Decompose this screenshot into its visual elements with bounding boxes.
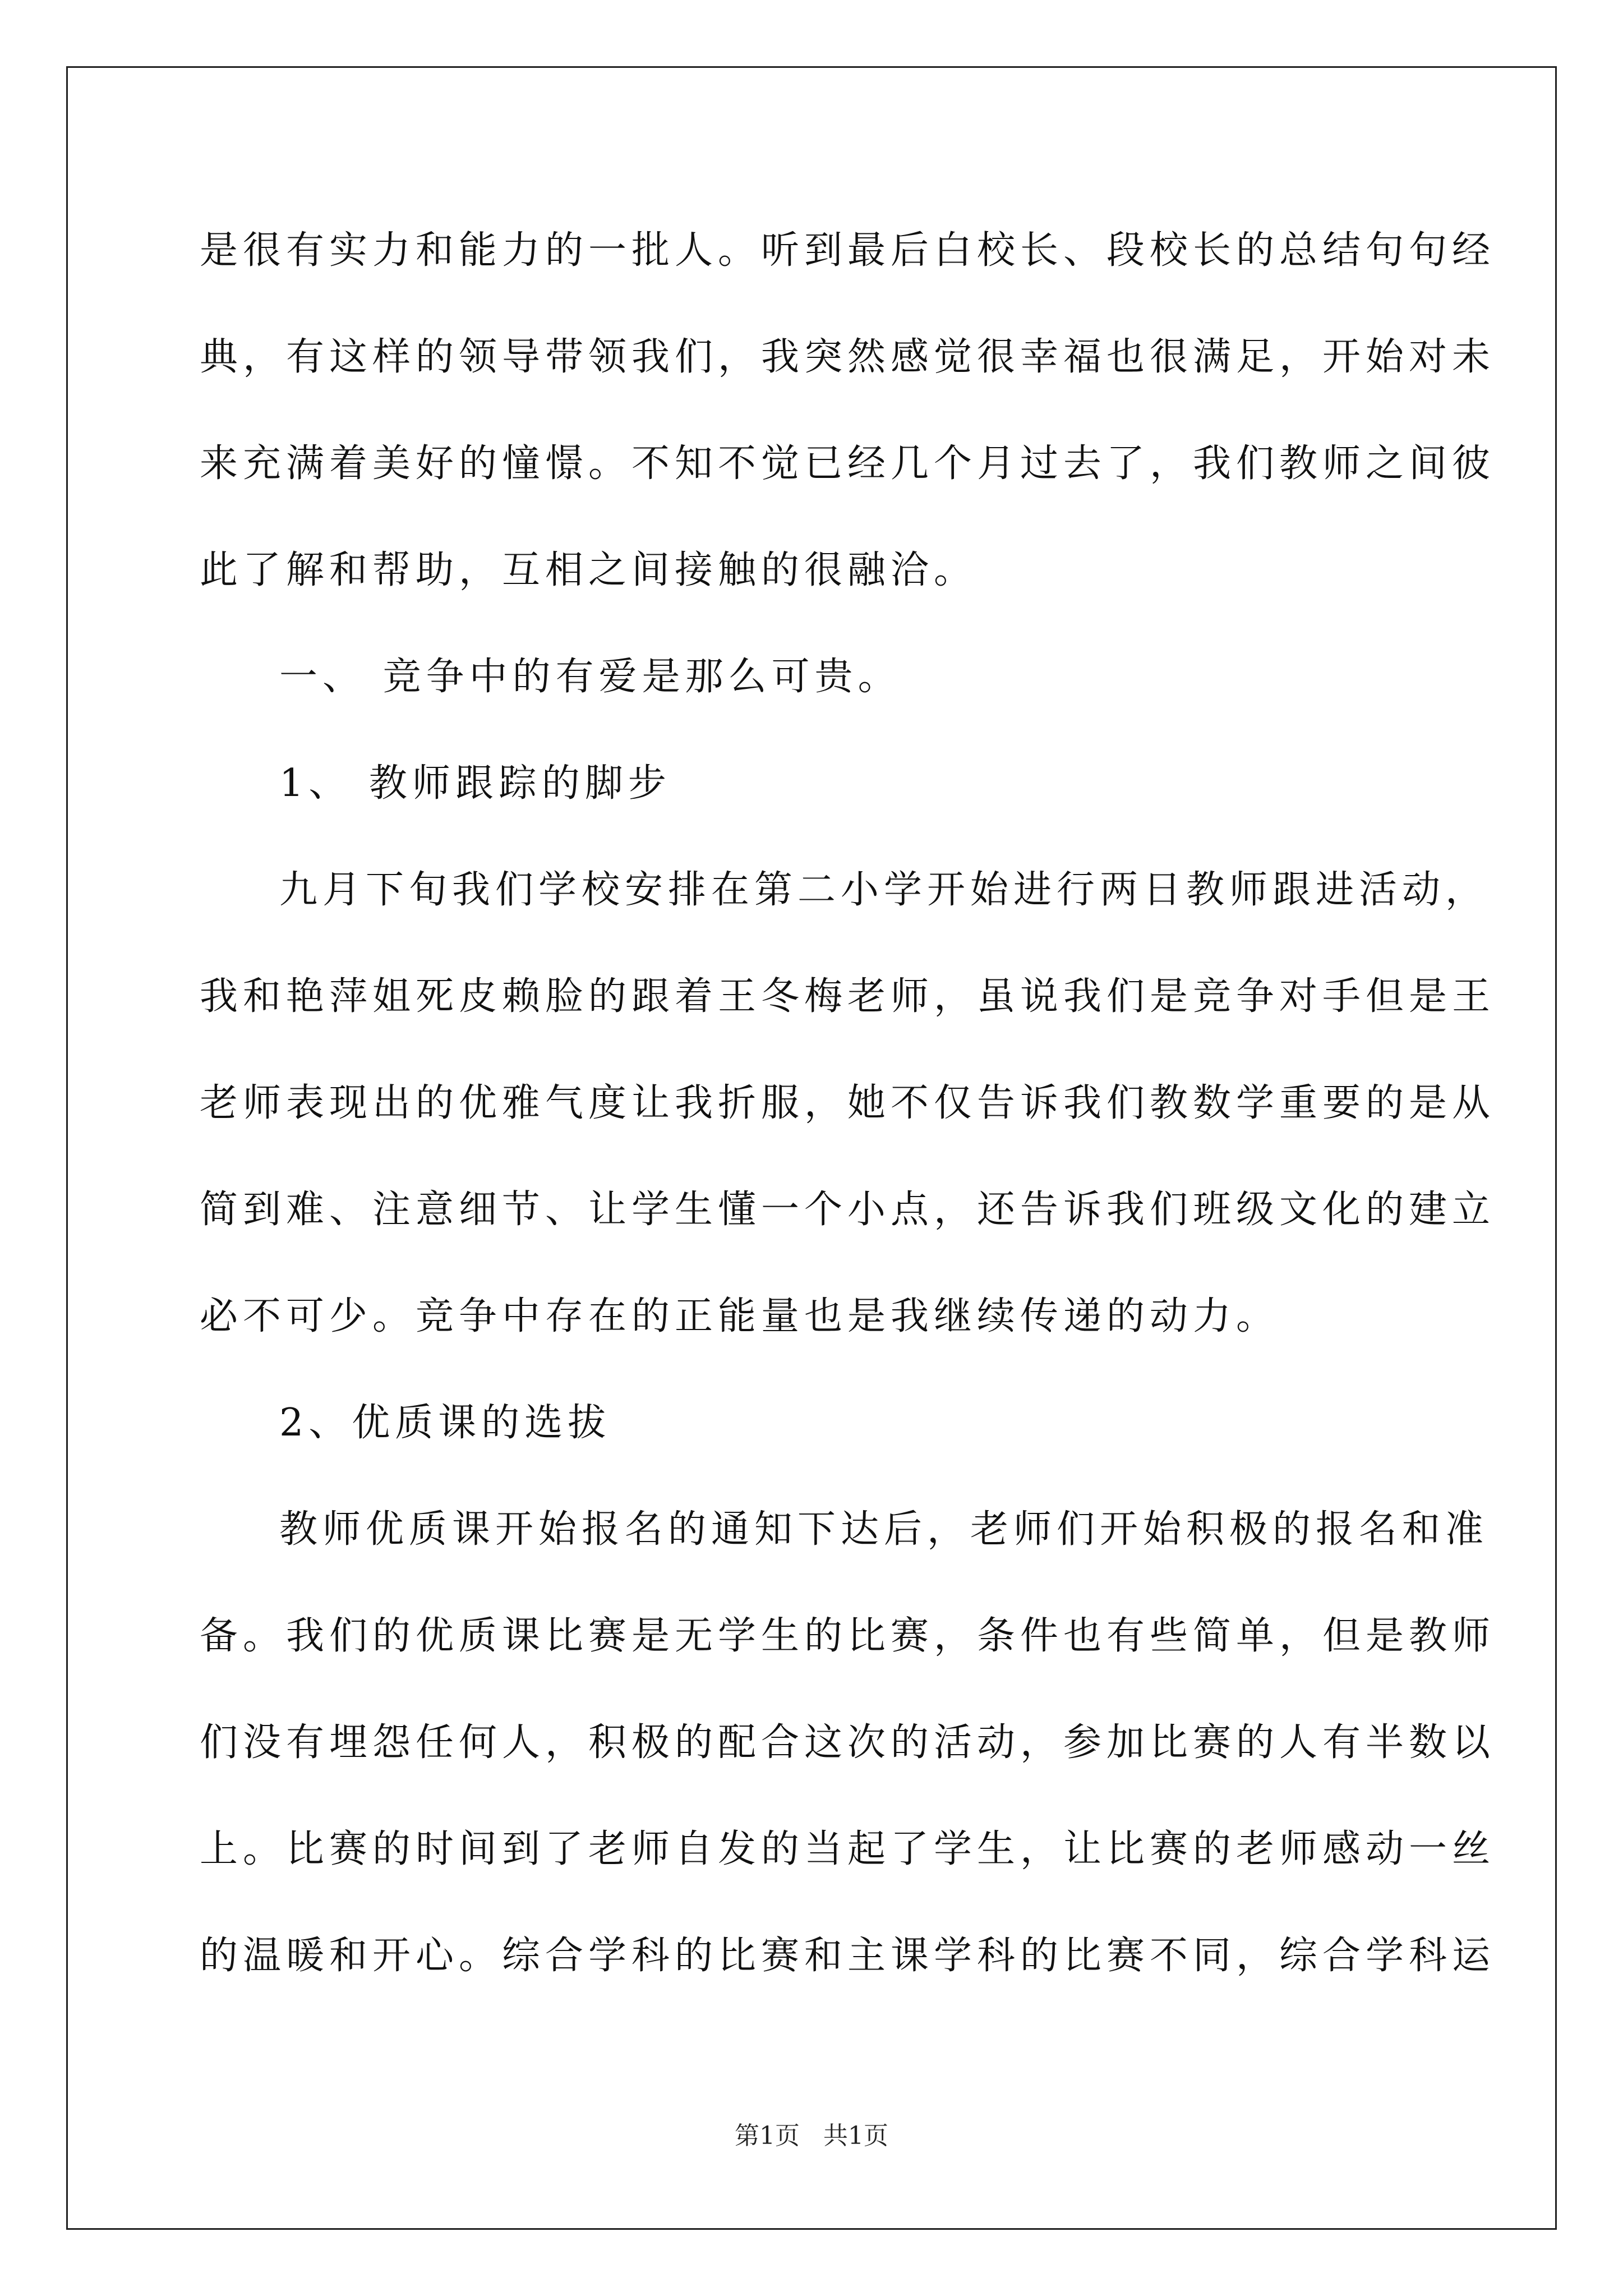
text-line: 们没有埋怨任何人，积极的配合这次的活动，参加比赛的人有半数以 [200,1720,1496,1765]
text-line: 简到难、注意细节、让学生懂一个小点，还告诉我们班级文化的建立 [200,1188,1496,1232]
section-heading: 一、 竞争中的有爱是那么可贵。 [279,655,901,699]
text-line: 我和艳萍姐死皮赖脸的跟着王冬梅老师，虽说我们是竞争对手但是王 [200,974,1496,1019]
text-line: 上。比赛的时间到了老师自发的当起了学生，让比赛的老师感动一丝 [200,1827,1496,1871]
text-line: 此了解和帮助，互相之间接触的很融洽。 [200,548,978,592]
text-line: 九月下旬我们学校安排在第二小学开始进行两日教师跟进活动， [279,868,1489,912]
subsection-heading: 1、 教师跟踪的脚步 [279,761,671,806]
text-line: 的温暖和开心。综合学科的比赛和主课学科的比赛不同，综合学科运 [200,1934,1496,1978]
text-line: 典，有这样的领导带领我们，我突然感觉很幸福也很满足，开始对未 [200,335,1496,379]
subsection-heading: 2、优质课的选拔 [279,1401,611,1445]
text-line: 备。我们的优质课比赛是无学生的比赛，条件也有些简单，但是教师 [200,1614,1496,1658]
text-line: 来充满着美好的憧憬。不知不觉已经几个月过去了，我们教师之间彼 [200,441,1496,486]
text-line: 老师表现出的优雅气度让我折服，她不仅告诉我们教数学重要的是从 [200,1081,1496,1125]
text-line: 必不可少。竞争中存在的正能量也是我继续传递的动力。 [200,1294,1280,1338]
page-border [66,66,1557,2230]
text-line: 是很有实力和能力的一批人。听到最后白校长、段校长的总结句句经 [200,228,1496,273]
page-footer: 第1页 共1页 [735,2122,888,2150]
text-line: 教师优质课开始报名的通知下达后，老师们开始积极的报名和准 [279,1507,1489,1552]
